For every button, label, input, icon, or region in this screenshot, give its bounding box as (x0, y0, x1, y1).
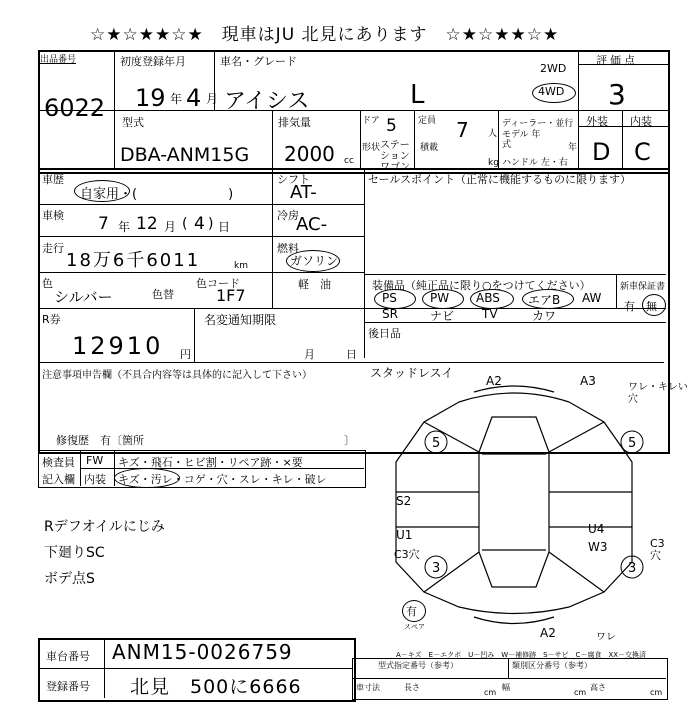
later-docs-label: 後日品 (368, 327, 401, 340)
color-code-label: 色コード (196, 277, 240, 290)
capacity-label: 定員 (418, 116, 437, 126)
damage-s2: S2 (396, 494, 412, 508)
mileage-label: 走行 (42, 242, 64, 255)
page-header-title: ☆★☆★★☆★ 現車はJU 北見にあります ☆★☆★★☆★ (90, 25, 560, 45)
damage-right-note: ワレ・キレい 穴 (628, 382, 688, 405)
interior-grade: C (634, 138, 651, 166)
equipment-aw: AW (582, 291, 602, 305)
notes-label: 注意事項申告欄（不具合内容等は具体的に記入して下さい） (42, 370, 312, 381)
fuel-value: ガソリン (290, 254, 339, 268)
damage-a3-front: A3 (580, 374, 596, 388)
dimensions-label: 車寸法 (356, 683, 380, 692)
score-value: 3 (608, 78, 626, 111)
inspector-row2-items: キズ・汚レ・コゲ・穴・スレ・キレ・破レ (118, 473, 327, 486)
warranty-label: 新車保証書 (620, 282, 666, 292)
model-designation-label: 型式指定番号（参考） (378, 661, 458, 670)
notice-day: 日 (346, 348, 357, 361)
warranty-yes: 有 (624, 300, 635, 313)
load-unit: kg (488, 158, 499, 168)
tire-rear-right: 3 (628, 561, 637, 576)
dim-length: 長さ (404, 683, 420, 692)
interior-label: 内装 (630, 115, 652, 128)
doors-value: 5 (386, 116, 397, 136)
damage-a2-rear: A2 (540, 626, 556, 640)
inspector-label-2: 記入欄 (42, 473, 75, 486)
spare-stamp: 有 (406, 605, 417, 618)
equipment-abs: ABS (476, 291, 500, 305)
car-grade-value: L (410, 80, 425, 110)
notice-month: 月 (304, 348, 315, 361)
tire-front-right: 5 (628, 436, 637, 451)
equipment-ps: PS (382, 291, 397, 305)
inspection-year: 7 (98, 214, 109, 234)
color-label: 色 (42, 277, 53, 290)
mileage-value: 18万6千6011 (66, 250, 201, 271)
history-value: 自家用・( ) (80, 187, 234, 202)
dim-width: 幅 (502, 683, 510, 692)
handle-label: ハンドル 左・右 (502, 158, 568, 168)
lot-number-label: 出品番号 (40, 55, 77, 65)
model-value: DBA-ANM15G (120, 144, 250, 166)
fuel-alt: 軽 油 (298, 278, 331, 291)
tire-front-left: 5 (432, 436, 441, 451)
spare-stamp-sub: スペア (404, 623, 425, 631)
color-code-value: 1F7 (216, 286, 246, 305)
lot-number-value: 6022 (44, 94, 106, 122)
warranty-no: 無 (646, 300, 657, 313)
chassis-value: ANM15-0026759 (112, 640, 293, 664)
damage-rear-note: ワレ (596, 632, 616, 643)
damage-u4: U4 (588, 522, 605, 536)
dim-height-unit: cm (650, 688, 663, 697)
equipment-pw: PW (430, 291, 450, 305)
shift-label: シフト (277, 173, 310, 186)
equipment-tv: TV (482, 307, 498, 321)
damage-legend: A－キズ E－エクボ U－凹み W－補修跡 S－サビ C－腐食 XX－交換済 (396, 651, 647, 659)
score-label: 評価点 (596, 54, 638, 67)
inspection-day: 4 (194, 214, 205, 234)
body-shape-label: 形状 (362, 143, 381, 153)
drive-4wd: 4WD (538, 85, 565, 98)
registration-year-unit: 年 (170, 92, 183, 106)
equipment-navi: ナビ (430, 309, 455, 323)
doors-label: ドア (362, 116, 380, 126)
dim-length-unit: cm (484, 688, 497, 697)
recycle-value: 12910 (72, 332, 164, 360)
repair-history-label: 修復歴 有〔箇所 (56, 434, 144, 447)
recycle-label: R券 (42, 313, 61, 326)
repair-history-end: 〕 (344, 434, 355, 447)
color-value: シルバー (54, 288, 113, 306)
dealer-label: ディーラー・並行 (502, 119, 574, 129)
inspector-label-1: 検査員 (42, 456, 75, 469)
shift-value: AT- (290, 182, 317, 203)
capacity-value: 7 (456, 118, 469, 142)
notice-label: 名変通知期限 (204, 313, 277, 327)
registration-number-label: 登録番号 (46, 680, 90, 693)
damage-c3-left: C3穴 (394, 548, 420, 561)
equipment-airbag: エアB (528, 293, 561, 307)
note-line-1: Rデフオイルにじみ (44, 519, 165, 535)
drive-2wd: 2WD (540, 62, 567, 75)
inspector-row2-tag: 内装 (84, 473, 106, 486)
load-label: 積載 (420, 143, 439, 153)
exterior-label: 外装 (586, 115, 608, 128)
first-registration-label: 初度登録年月 (120, 55, 186, 68)
chassis-label: 車台番号 (46, 650, 90, 663)
inspection-day-unit: 日 (218, 220, 231, 234)
model-label: 型式 (122, 116, 144, 129)
displacement-unit: cc (344, 156, 354, 166)
inspector-row1-tag: FW (86, 454, 104, 467)
registration-month-unit: 月 (206, 92, 219, 106)
note-line-2: 下廻りSC (44, 545, 105, 561)
damage-a2-front: A2 (486, 374, 502, 388)
note-line-3: ボデ点S (44, 571, 95, 587)
aircon-label: 冷房 (277, 209, 299, 222)
capacity-unit: 人 (488, 129, 498, 139)
diagram-top-note: スタッドレスイ (370, 366, 454, 380)
displacement-label: 排気量 (278, 116, 311, 129)
inspection-label: 車検 (42, 209, 64, 222)
car-name-label: 車名・グレード (220, 55, 297, 68)
equipment-leather: カワ (532, 309, 557, 323)
color-change-label: 色替 (152, 288, 174, 301)
displacement-value: 2000 (284, 142, 335, 166)
exterior-grade: D (592, 138, 611, 166)
equipment-sr: SR (382, 307, 398, 321)
history-label: 車歴 (42, 173, 64, 186)
dim-height: 高さ (590, 683, 606, 692)
mileage-unit: km (234, 261, 248, 271)
dim-width-unit: cm (574, 688, 587, 697)
damage-w3: W3 (588, 540, 608, 554)
inspection-month-unit: 月 (164, 220, 177, 234)
registration-year: 19 (135, 84, 166, 112)
tire-rear-left: 3 (432, 561, 441, 576)
aircon-value: AC- (296, 214, 328, 235)
recycle-unit: 円 (180, 348, 191, 361)
fuel-label: 燃料 (277, 242, 299, 255)
registration-month: 4 (186, 84, 202, 112)
car-name-value: アイシス (224, 89, 310, 114)
sales-point-label: セールスポイント（正常に機能するものに限ります） (368, 173, 632, 186)
inspector-row1-items: キズ・飛石・ヒビ割・リペア跡・×要 (118, 456, 303, 469)
inspection-month: 12 (136, 214, 158, 234)
damage-c3-right: C3 穴 (650, 537, 665, 562)
model-year-unit: 年 (568, 143, 578, 153)
equipment-label: 装備品（純正品に限り○をつけてください） (372, 279, 591, 292)
inspection-year-unit: 年 (118, 220, 131, 234)
class-number-label: 類別区分番号（参考） (512, 661, 592, 670)
model-year-label: モデル 年式 (502, 130, 541, 150)
registration-number-value: 北見 500に6666 (130, 676, 302, 698)
damage-u1: U1 (396, 528, 413, 542)
body-shape-value: ステーション ワゴン (380, 140, 410, 173)
